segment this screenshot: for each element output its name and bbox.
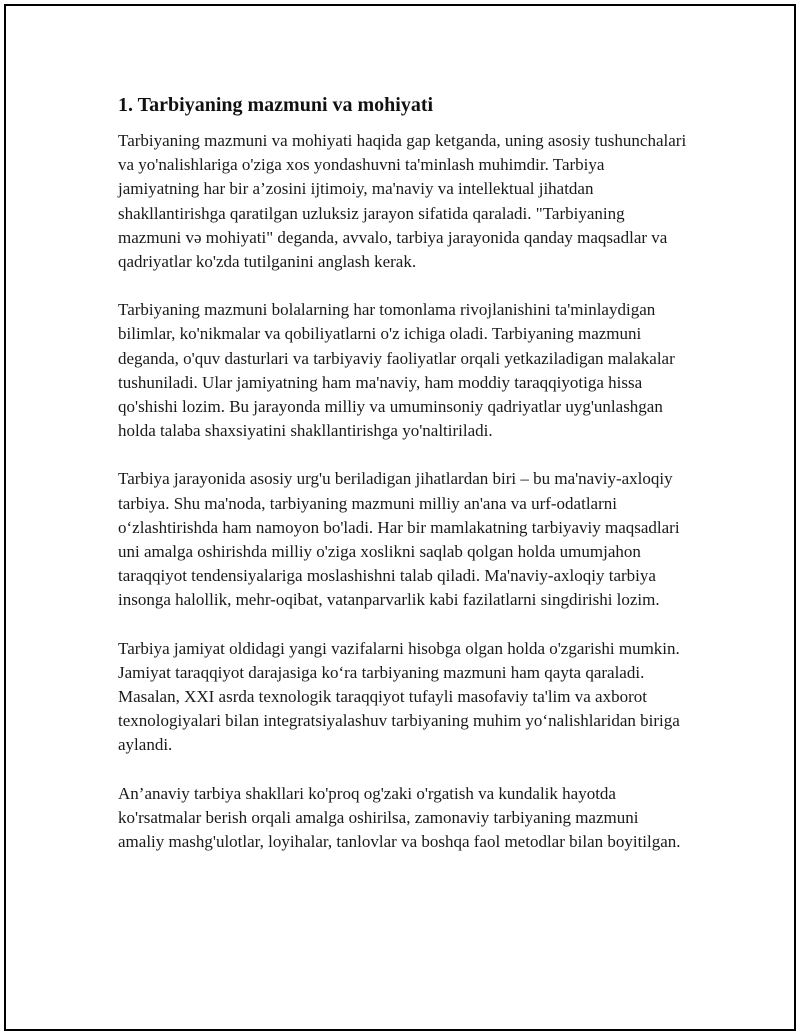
- paragraph-4: Tarbiya jamiyat oldidagi yangi vazifalarni hisobga olgan holda o'zgarishi mumkin. Jamiyat taraqqiyot darajasiga ko‘ra tarbiyaning mazmuni ham qayta qaraladi. Masalan, XXI asrda texnologik taraqqiyot tufayli masofaviy ta'lim va axborot texnologiyalari bilan integratsiyalashuv tarbiyaning muhim yo‘nalishlaridan biriga aylandi.: [118, 638, 680, 755]
- paragraph-1: Tarbiyaning mazmuni va mohiyati haqida gap ketganda, uning asosiy tushunchalari va yo'nalishlariga o'ziga xos yondashuvni ta'minlash muhimdir. Tarbiya jamiyatning har bir a’zosini ijtimoiy, ma'naviy va intellektual jihatdan shakllantirishga qaratilgan uzluksiz jarayon sifatida qaraladi. "Tarbiyaning mazmuni və mohiyati" deganda, avvalo, tarbiya jarayonida qanday maqsadlar va qadriyatlar ko'zda tutilganini anglash kerak.: [118, 131, 687, 272]
- paragraph-3: Tarbiya jarayonida asosiy urg'u beriladigan jihatlardan biri – bu ma'naviy-axloqiy tarbiya. Shu ma'noda, tarbiyaning mazmuni milliy an'ana va urf-odatlarni o‘zlashtirishda ham namoyon bo'ladi. Har bir mamlakatning tarbiyaviy maqsadlari uni amalga oshirishda milliy o'ziga xoslikni saqlab qolgan holda umumjahon taraqqiyot tendensiyalariga moslashishni talab qiladi. Ma'naviy-axloqiy tarbiya insonga halollik, mehr-oqibat, vatanparvarlik kabi fazilatlarni singdirishi lozim.: [118, 469, 680, 610]
- paragraph-5: An’anaviy tarbiya shakllari ko'proq og'zaki o'rgatish va kundalik hayotda ko'rsatmalar berish orqali amalga oshirilsa, zamonaviy tarbiyaning mazmuni amaliy mashg'ulotlar, loyihalar, tanlovlar va boshqa faol metodlar bilan boyitilgan.: [118, 783, 681, 852]
- section-heading: 1. Tarbiyaning mazmuni va mohiyati: [118, 94, 434, 116]
- paragraph-2: Tarbiyaning mazmuni bolalarning har tomonlama rivojlanishini ta'minlaydigan bilimlar, ko'nikmalar va qobiliyatlarni o'z ichiga oladi. Tarbiyaning mazmuni deganda, o'quv dasturlari va tarbiyaviy faoliyatlar orqali yetkaziladigan malakalar tushuniladi. Ular jamiyatning ham ma'naviy, ham moddiy taraqqiyotiga hissa qo'shishi lozim. Bu jarayonda milliy va umuminsoniy qadriyatlar uyg'unlashgan holda talaba shaxsiyatini shakllantirishga yo'naltiriladi.: [118, 300, 675, 441]
- document-body: [118, 92, 688, 878]
